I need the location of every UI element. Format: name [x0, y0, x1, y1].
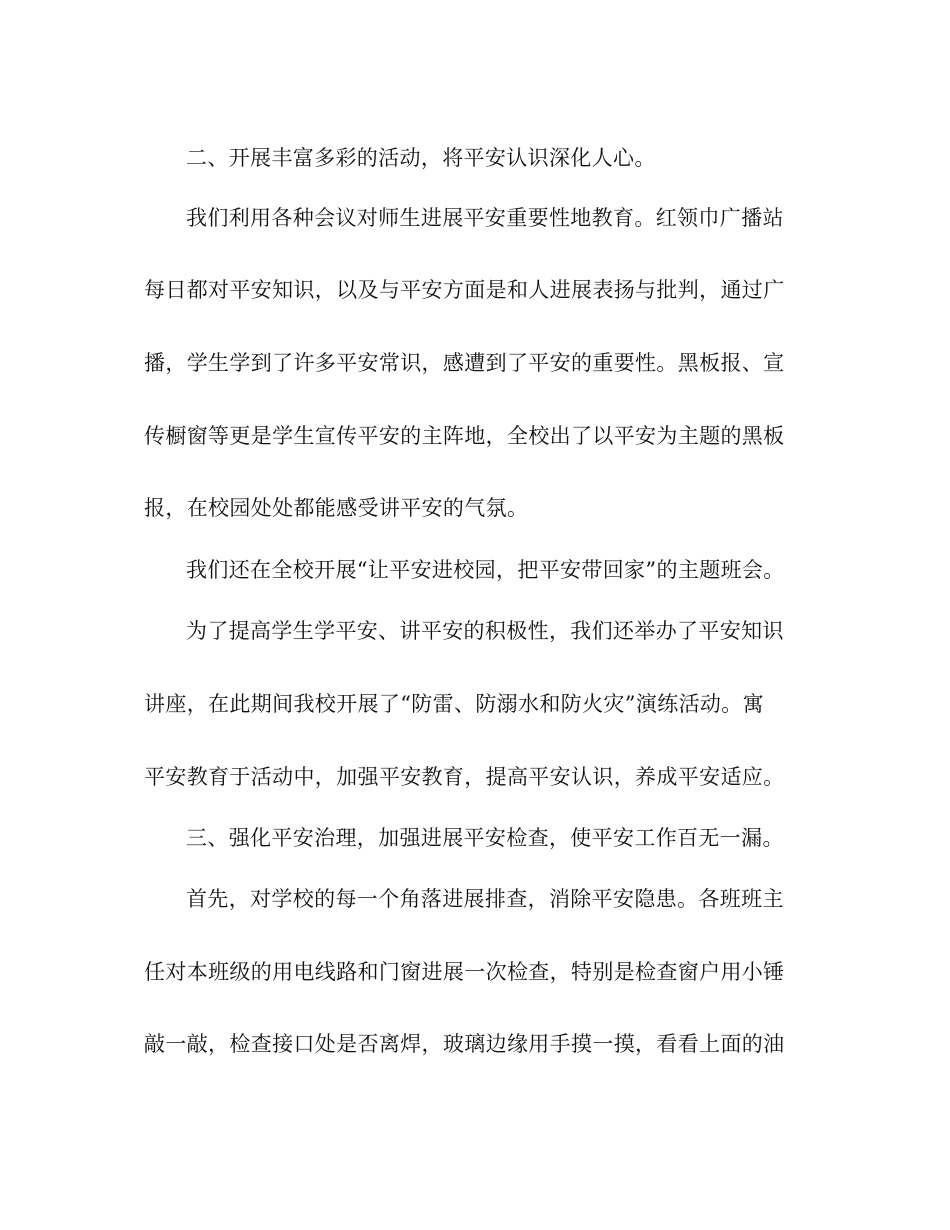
paragraph-line: 为了提高学生学平安、讲平安的积极性，我们还举办了平安知识: [186, 619, 784, 643]
paragraph-line: 任对本班级的用电线路和门窗进展一次检查，特别是检查窗户用小锤: [144, 960, 785, 984]
paragraph-line: 首先，对学校的每一个角落进展排查，消除平安隐患。各班班主: [186, 887, 784, 911]
paragraph-line: 报，在校园处处都能感受讲平安的气氛。: [144, 496, 529, 520]
paragraph-line: 播，学生学到了许多平安常识，感遭到了平安的重要性。黑板报、宣: [144, 351, 785, 375]
paragraph-line: 平安教育于活动中，加强平安教育，提高平安认识，养成平安适应。: [144, 765, 785, 789]
section-heading-3: 三、强化平安治理，加强进展平安检查，使平安工作百无一漏。: [186, 826, 784, 850]
paragraph-line: 我们利用各种会议对师生进展平安重要性地教育。红领巾广播站: [186, 206, 784, 230]
paragraph-line: 讲座，在此期间我校开展了“防雷、防溺水和防火灾”演练活动。寓: [144, 692, 764, 716]
paragraph-line: 敲一敲，检查接口处是否离焊，玻璃边缘用手摸一摸，看看上面的油: [144, 1032, 785, 1056]
paragraph-line: 每日都对平安知识，以及与平安方面是和人进展表扬与批判，通过广: [144, 278, 785, 302]
paragraph-line: 我们还在全校开展“让平安进校园，把平安带回家”的主题班会。: [186, 558, 785, 582]
section-heading-2: 二、开展丰富多彩的活动，将平安认识深化人心。: [186, 146, 656, 170]
paragraph-line: 传橱窗等更是学生宣传平安的主阵地，全校出了以平安为主题的黑板: [144, 424, 785, 448]
